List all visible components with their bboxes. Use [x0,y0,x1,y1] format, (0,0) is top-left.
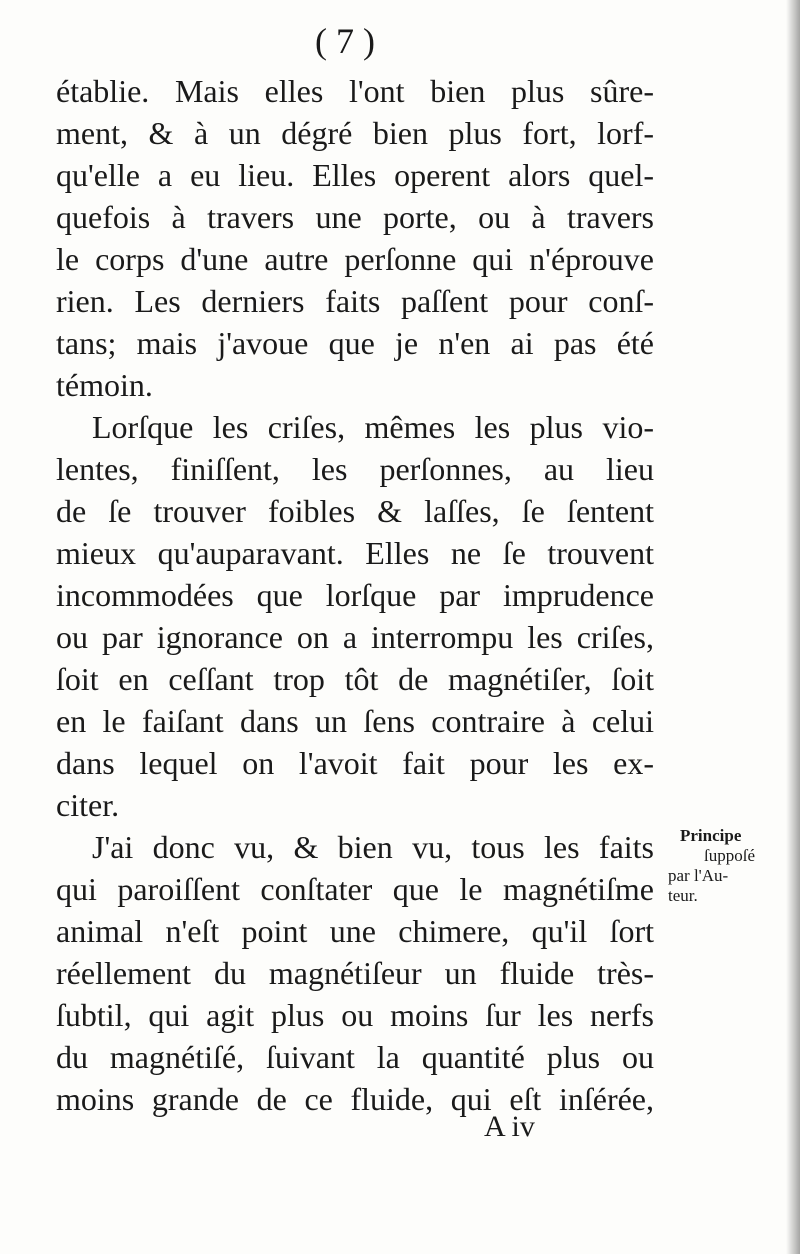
margin-note [668,826,778,906]
text-line: de ſe trouver foibles & laſſes, ſe ſentent [56,493,654,529]
text-line: ment, & à un dégré bien plus fort, lorf- [56,115,654,151]
text-line: dans lequel on l'avoit fait pour les ex- [56,745,654,781]
signature-mark: A iv [484,1110,535,1143]
text-line: lentes, finiſſent, les perſonnes, au lieu [56,451,654,487]
text-line: réellement du magnétiſeur un fluide très- [56,955,654,991]
text-line: du magnétiſé, ſuivant la quantité plus ou [56,1039,654,1075]
text-line: témoin. [56,367,153,403]
text-line: tans; mais j'avoue que je n'en ai pas été [56,325,654,361]
text-line: J'ai donc vu, & bien vu, tous les faits [92,829,654,865]
page-number: ( 7 ) [315,21,375,61]
text-line: animal n'eſt point une chimere, qu'il ſort [56,913,654,949]
page-edge-shadow [786,0,800,1254]
margin-note-line: par l'Au- [668,866,729,885]
margin-note-line: ſuppoſé [704,846,755,865]
margin-note-line: teur. [668,886,698,905]
text-line: qui paroiſſent conſtater que le magnétiſme [56,871,654,907]
text-line: rien. Les derniers faits paſſent pour conſ- [56,283,654,319]
text-line: ſoit en ceſſant trop tôt de magnétiſer, ſoit [56,661,654,697]
text-line: mieux qu'auparavant. Elles ne ſe trouvent [56,535,654,571]
text-line: quefois à travers une porte, ou à travers [56,199,654,235]
text-line: citer. [56,787,120,823]
text-line: établie. Mais elles l'ont bien plus sûre- [56,73,654,109]
body-text [56,70,654,1120]
text-line: incommodées que lorſque par imprudence [56,577,654,613]
text-line: ou par ignorance on a interrompu les criſes, [56,619,654,655]
text-line: en le faiſant dans un ſens contraire à celui [56,703,654,739]
text-line: qu'elle a eu lieu. Elles operent alors quel- [56,157,654,193]
margin-note-line: Principe [680,826,742,845]
text-line: le corps d'une autre perſonne qui n'éprouve [56,241,654,277]
text-line: Lorſque les criſes, mêmes les plus vio- [92,409,654,445]
text-line: moins grande de ce fluide, qui eſt inſérée, [56,1081,654,1117]
text-line: ſubtil, qui agit plus ou moins ſur les nerfs [56,997,654,1033]
